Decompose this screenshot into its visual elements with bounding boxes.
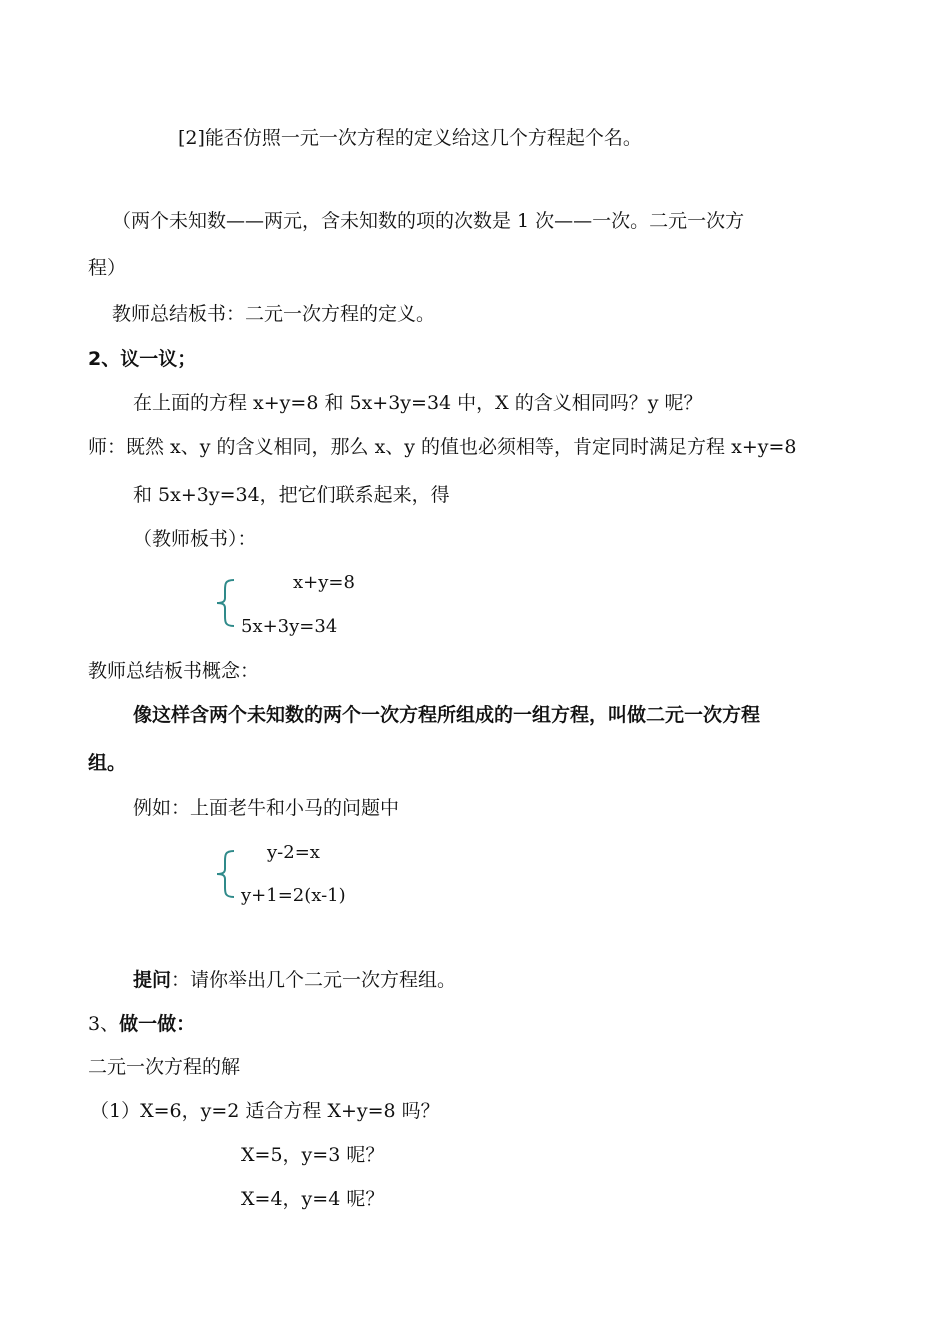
section-3-number: 3、 [88, 1013, 120, 1035]
solution-heading: 二元一次方程的解 [88, 1056, 241, 1078]
system1-equation-1: x+y=8 [293, 572, 355, 593]
section-3-heading [88, 1012, 195, 1036]
brace-icon [214, 578, 238, 628]
exercise-1: （1）X=6，y=2 适合方程 X+y=8 吗？ [90, 1100, 440, 1122]
answer-paragraph-cont: 程） [88, 257, 127, 279]
exercise-1-c: X=4，y=4 呢？ [241, 1188, 385, 1210]
section-2-heading: 2、议一议； [88, 348, 197, 370]
discussion-question: 在上面的方程 x+y=8 和 5x+3y=34 中，X 的含义相同吗？y 呢？ [133, 392, 703, 414]
system2-equation-2: y+1=2(x-1) [241, 885, 346, 906]
definition-line-1: 像这样含两个未知数的两个一次方程所组成的一组方程，叫做二元一次方程 [133, 704, 761, 726]
definition-line-2: 组。 [88, 752, 127, 774]
brace-icon [214, 849, 238, 899]
answer-paragraph: （两个未知数——两元，含未知数的项的次数是 1 次——一次。二元一次方 [112, 210, 745, 232]
section-3-title: 做一做： [119, 1013, 196, 1035]
example-intro: 例如：上面老牛和小马的问题中 [133, 797, 400, 819]
ask-text: ：请你举出几个二元一次方程组。 [171, 969, 457, 991]
teacher-explanation: 师：既然 x、y 的含义相同，那么 x、y 的值也必须相等，肯定同时满足方程 x+y=8 [88, 436, 797, 458]
teacher-explanation-cont: 和 5x+3y=34，把它们联系起来，得 [133, 484, 450, 506]
teacher-summary-2: 教师总结板书概念： [88, 660, 260, 682]
exercise-1-b: X=5，y=3 呢？ [241, 1144, 385, 1166]
system2-equation-1: y-2=x [267, 842, 320, 863]
teacher-board-label: （教师板书）： [133, 528, 257, 550]
teacher-summary-1: 教师总结板书：二元一次方程的定义。 [112, 303, 436, 325]
ask-line [133, 968, 456, 992]
question-2-text: [2]能否仿照一元一次方程的定义给这几个方程起个名。 [178, 127, 642, 149]
system1-equation-2: 5x+3y=34 [241, 616, 338, 637]
ask-label: 提问 [133, 969, 172, 991]
